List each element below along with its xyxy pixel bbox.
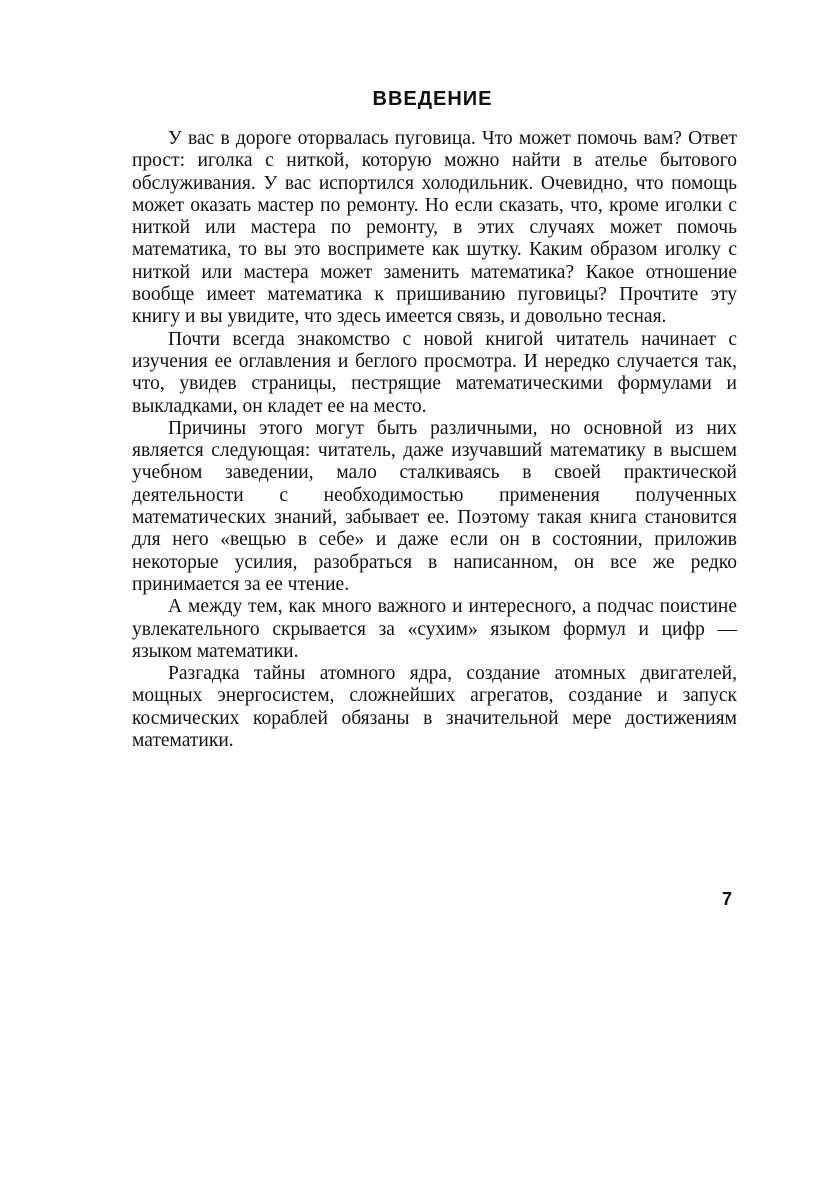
paragraph: У вас в дороге оторвалась пуговица. Что может помочь вам? Ответ прост: иголка с ниткой, которую можно найти в ателье бытового обслуживания. У вас испортился холодильник. Очевидно, что помощь может оказать мастер по ремонту. Но если сказать, что, кроме иголки с ниткой или мастера по ремонту, в этих случаях может помочь математика, то вы это воспримете как шутку. Каким образом иголку с ниткой или мастера может заменить математика? Какое отношение вообще имеет математика к пришиванию пуговицы? Прочтите эту книгу и вы увидите, что здесь имеется связь, и довольно тесная. bbox=[132, 128, 737, 328]
paragraph: Почти всегда знакомство с новой книгой читатель начинает с изучения ее оглавления и беглого просмотра. И нередко случается так, что, увидев страницы, пестрящие математическими формулами и выкладками, он кладет ее на место. bbox=[132, 328, 737, 417]
chapter-heading: ВВЕДЕНИЕ bbox=[372, 88, 493, 110]
paragraph: Разгадка тайны атомного ядра, создание атомных двигателей, мощных энергосистем, сложнейших агрегатов, создание и запуск космических кораблей обязаны в значительной мере достижениям математики. bbox=[132, 663, 737, 752]
paragraph: Причины этого могут быть различными, но основной из них является следующая: читатель, даже изучавший математику в высшем учебном заведении, мало сталкиваясь в своей практической деятельности с необходимостью применения полученных математических знаний, забывает ее. Поэтому такая книга становится для него «вещью в себе» и даже если он в состоянии, приложив некоторые усилия, разобраться в написанном, он все же редко принимается за ее чтение. bbox=[132, 417, 737, 595]
page-number: 7 bbox=[722, 889, 733, 909]
paragraph: А между тем, как много важного и интересного, а подчас поистине увлекательного скрывается за «сухим» языком формул и цифр — языком математики. bbox=[132, 596, 737, 662]
body-text bbox=[132, 128, 737, 752]
